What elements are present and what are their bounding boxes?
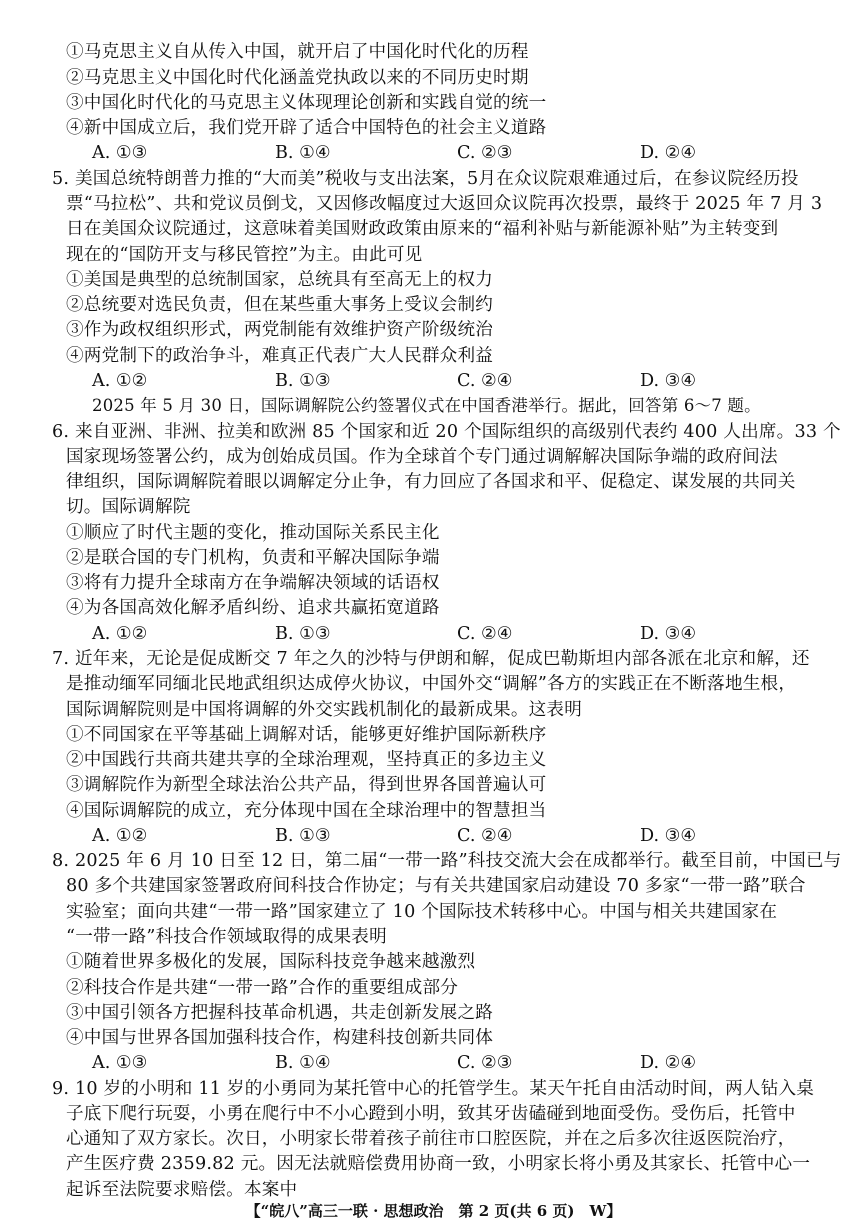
- q8-stem-line-1: 8. 2025 年 6 月 10 日至 12 日，第二届“一带一路”科技交流大会在成都举行。截至目前，中国已与: [52, 851, 842, 871]
- q7-option-c: C. ②④: [457, 826, 513, 846]
- q5-option-a: A. ①②: [92, 371, 148, 391]
- q4-statement-4: ④新中国成立后，我们党开辟了适合中国特色的社会主义道路: [66, 118, 547, 138]
- q4-statement-1: ①马克思主义自从传入中国，就开启了中国化时代化的历程: [66, 42, 529, 62]
- q8-option-b: B. ①④: [275, 1053, 331, 1073]
- q4-statement-2: ②马克思主义中国化时代化涵盖党执政以来的不同历史时期: [66, 68, 529, 88]
- q8-statement-3: ③中国引领各方把握科技革命机遇，共走创新发展之路: [66, 1003, 494, 1023]
- q8-stem-line-4: “一带一路”科技合作领域取得的成果表明: [66, 927, 387, 947]
- q5-stem-line-1: 5. 美国总统特朗普力推的“大而美”税收与支出法案，5月在众议院艰难通过后，在参议院经历投: [52, 169, 799, 189]
- q5-options: [92, 369, 772, 393]
- q6-option-c: C. ②④: [457, 624, 513, 644]
- q7-option-b: B. ①③: [275, 826, 331, 846]
- q7-options: [92, 824, 772, 848]
- q7-statement-1: ①不同国家在平等基础上调解对话，能够更好维护国际新秩序: [66, 725, 547, 745]
- q4-options: [92, 141, 772, 165]
- q5-statement-1: ①美国是典型的总统制国家，总统具有至高无上的权力: [66, 270, 494, 290]
- q5-stem-line-2: 票“马拉松”、共和党议员倒戈，又因修改幅度过大返回众议院再次投票，最终于 2025 年 7 月 3: [66, 194, 823, 214]
- q8-option-d: D. ②④: [640, 1053, 697, 1073]
- q8-option-c: C. ②③: [457, 1053, 513, 1073]
- q7-option-d: D. ③④: [640, 826, 697, 846]
- q5-option-d: D. ③④: [640, 371, 697, 391]
- q4-option-b: B. ①④: [275, 143, 331, 163]
- q9-stem-line-1: 9. 10 岁的小明和 11 岁的小勇同为某托管中心的托管学生。某天午托自由活动时间，两人钻入桌: [52, 1079, 815, 1099]
- material-intro: 2025 年 5 月 30 日，国际调解院公约签署仪式在中国香港举行。据此，回答第 6～7 题。: [92, 396, 761, 415]
- q8-statement-4: ④中国与世界各国加强科技合作，构建科技创新共同体: [66, 1028, 494, 1048]
- q5-statement-3: ③作为政权组织形式，两党制能有效维护资产阶级统治: [66, 320, 494, 340]
- q8-stem-line-2: 80 多个共建国家签署政府间科技合作协定；与有关共建国家启动建设 70 多家“一带一路”联合: [66, 876, 806, 896]
- q5-statement-2: ②总统要对选民负责，但在某些重大事务上受议会制约: [66, 295, 494, 315]
- q4-statement-3: ③中国化时代化的马克思主义体现理论创新和实践自觉的统一: [66, 93, 547, 113]
- q9-stem-line-2: 子底下爬行玩耍，小勇在爬行中不小心蹬到小明，致其牙齿磕碰到地面受伤。受伤后，托管中: [66, 1104, 796, 1124]
- q6-options: [92, 622, 772, 646]
- q6-statement-3: ③将有力提升全球南方在争端解决领域的话语权: [66, 573, 440, 593]
- q6-stem-line-3: 律组织，国际调解院着眼以调解定分止争，有力回应了各国求和平、促稳定、谋发展的共同关: [66, 472, 796, 492]
- q7-stem-line-1: 7. 近年来，无论是促成断交 7 年之久的沙特与伊朗和解，促成巴勒斯坦内部各派在北京和解，还: [52, 649, 810, 669]
- q6-stem-line-4: 切。国际调解院: [66, 497, 191, 517]
- q4-option-d: D. ②④: [640, 143, 697, 163]
- q9-stem-line-3: 心通知了双方家长。次日，小明家长带着孩子前往市口腔医院，并在之后多次往返医院治疗，: [66, 1129, 796, 1149]
- q6-statement-2: ②是联合国的专门机构，负责和平解决国际争端: [66, 548, 440, 568]
- q7-statement-3: ③调解院作为新型全球法治公共产品，得到世界各国普遍认可: [66, 775, 547, 795]
- q6-statement-1: ①顺应了时代主题的变化，推动国际关系民主化: [66, 523, 440, 543]
- q6-option-b: B. ①③: [275, 624, 331, 644]
- q6-stem-line-2: 国家现场签署公约，成为创始成员国。作为全球首个专门通过调解解决国际争端的政府间法: [66, 447, 778, 467]
- q8-statement-1: ①随着世界多极化的发展，国际科技竞争越来越激烈: [66, 952, 476, 972]
- q7-statement-2: ②中国践行共商共建共享的全球治理观，坚持真正的多边主义: [66, 750, 547, 770]
- q8-option-a: A. ①③: [92, 1053, 148, 1073]
- q6-option-d: D. ③④: [640, 624, 697, 644]
- q4-option-c: C. ②③: [457, 143, 513, 163]
- q6-statement-4: ④为各国高效化解矛盾纠纷、追求共赢拓宽道路: [66, 598, 440, 618]
- q6-stem-line-1: 6. 来自亚洲、非洲、拉美和欧洲 85 个国家和近 20 个国际组织的高级别代表约 400 人出席。33 个: [52, 422, 841, 442]
- q8-options: [92, 1051, 772, 1075]
- q5-option-c: C. ②④: [457, 371, 513, 391]
- q7-option-a: A. ①②: [92, 826, 148, 846]
- q5-option-b: B. ①③: [275, 371, 331, 391]
- q9-stem-line-4: 产生医疗费 2359.82 元。因无法就赔偿费用协商一致，小明家长将小勇及其家长、托管中心一: [66, 1154, 811, 1174]
- q7-statement-4: ④国际调解院的成立，充分体现中国在全球治理中的智慧担当: [66, 801, 547, 821]
- q7-stem-line-2: 是推动缅军同缅北民地武组织达成停火协议，中国外交“调解”各方的实践正在不断落地生根，: [66, 674, 797, 694]
- q6-option-a: A. ①②: [92, 624, 148, 644]
- q9-stem-line-5: 起诉至法院要求赔偿。本案中: [66, 1180, 298, 1200]
- q7-stem-line-3: 国际调解院则是中国将调解的外交实践机制化的最新成果。这表明: [66, 700, 583, 720]
- q8-statement-2: ②科技合作是共建“一带一路”合作的重要组成部分: [66, 978, 459, 998]
- page-footer: 【“皖八”高三一联 · 思想政治 第 2 页(共 6 页) W】: [245, 1202, 622, 1220]
- q8-stem-line-3: 实验室；面向共建“一带一路”国家建立了 10 个国际技术转移中心。中国与相关共建国家在: [66, 902, 778, 922]
- q5-stem-line-4: 现在的“国防开支与移民管控”为主。由此可见: [66, 245, 423, 265]
- q4-option-a: A. ①③: [92, 143, 148, 163]
- q5-statement-4: ④两党制下的政治争斗，难真正代表广大人民群众利益: [66, 346, 494, 366]
- q5-stem-line-3: 日在美国众议院通过，这意味着美国财政政策由原来的“福利补贴与新能源补贴”为主转变到: [66, 219, 779, 239]
